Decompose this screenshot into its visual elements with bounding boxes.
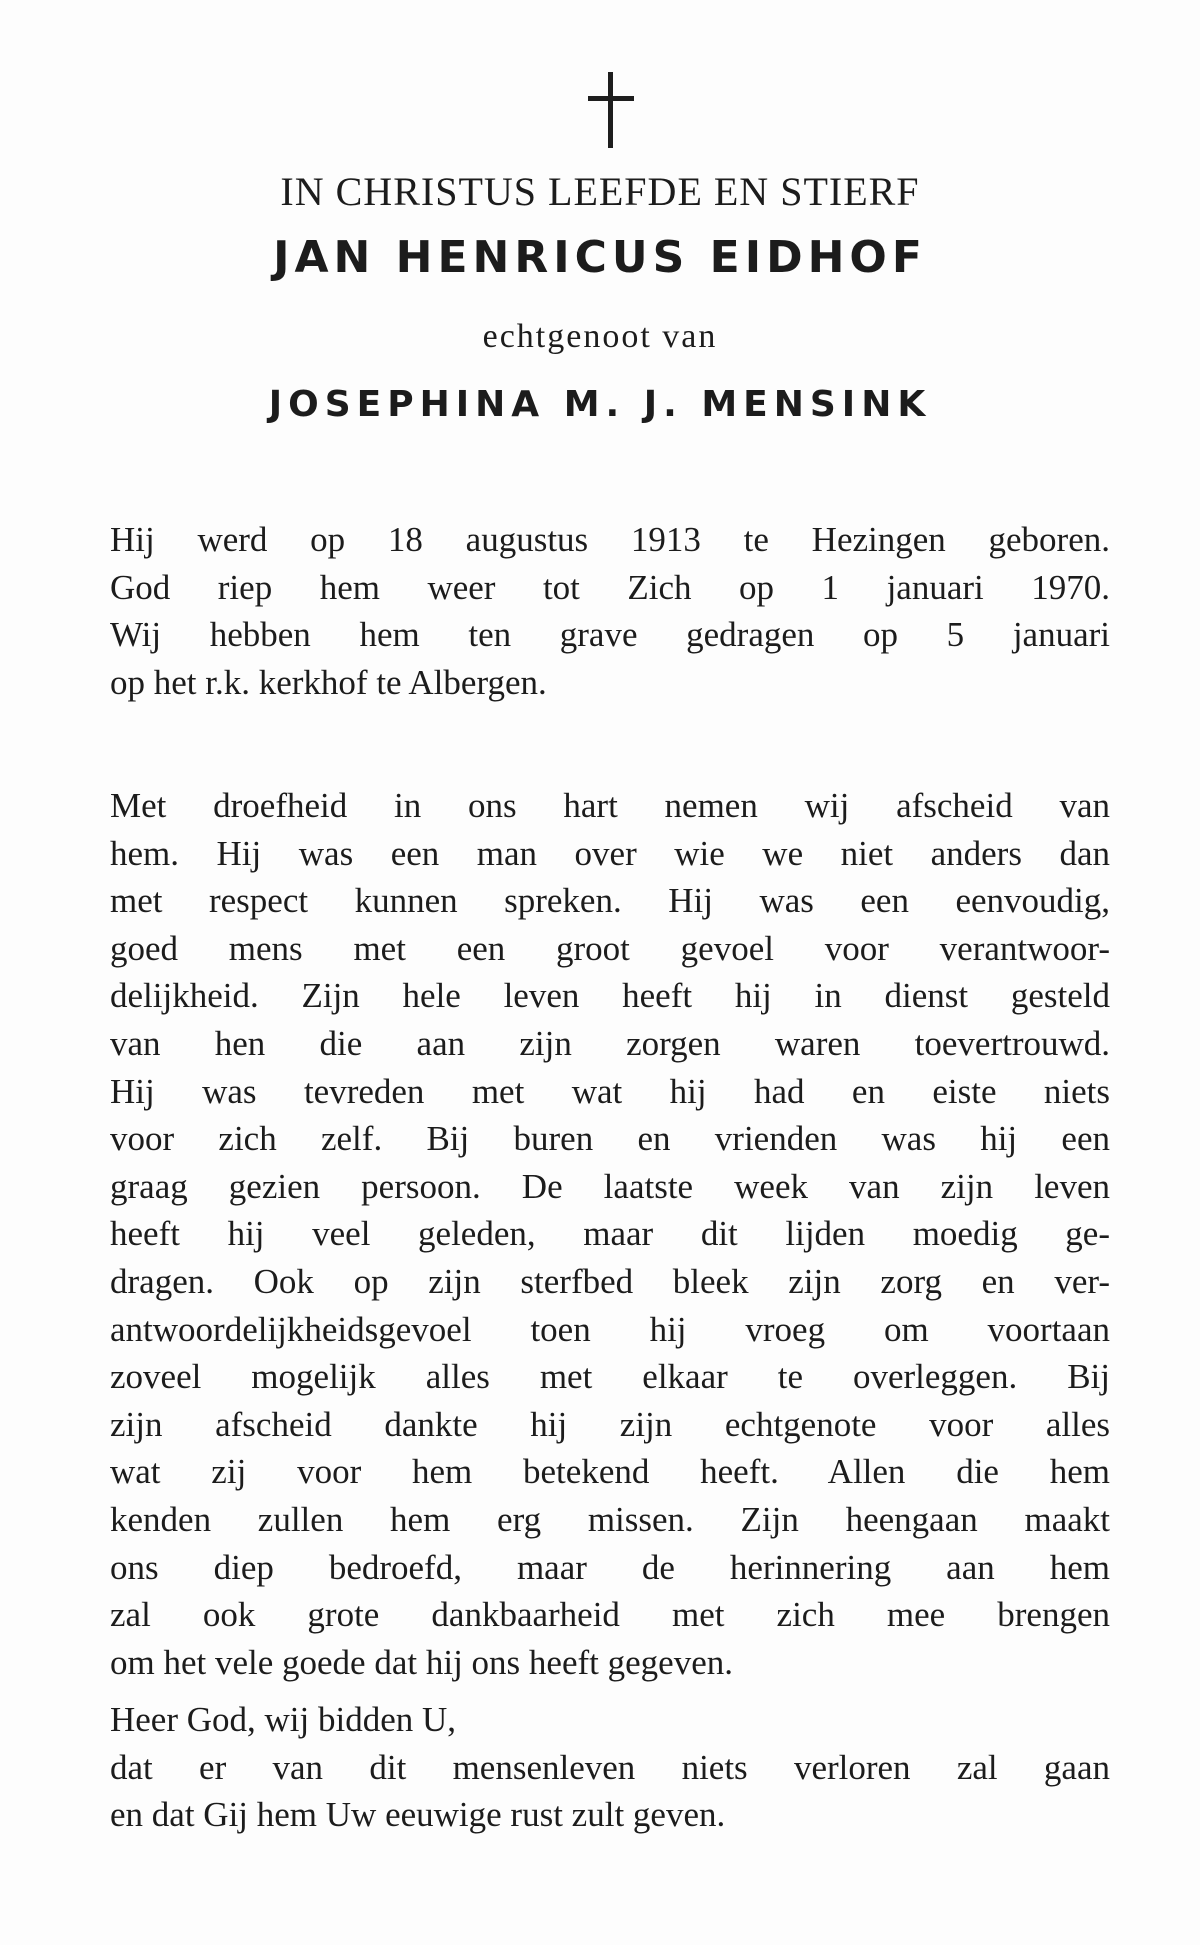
text-line: zoveel mogelijk alles met elkaar te overleggen. Bij xyxy=(110,1357,1110,1397)
tribute-paragraph xyxy=(110,782,1110,1686)
text-line: van hen die aan zijn zorgen waren toevertrouwd. xyxy=(110,1023,1110,1063)
text-line: op het r.k. kerkhof te Albergen. xyxy=(110,662,547,702)
text-line: heeft hij veel geleden, maar dit lijden moedig ge- xyxy=(110,1214,1110,1254)
text-line: dat er van dit mensenleven niets verloren zal gaan xyxy=(110,1747,1110,1787)
heading: IN CHRISTUS LEEFDE EN STIERF xyxy=(280,169,920,214)
text-line: om het vele goede dat hij ons heeft gegeven. xyxy=(110,1642,733,1682)
text-line: goed mens met een groot gevoel voor verantwoor- xyxy=(110,928,1110,968)
text-line: met respect kunnen spreken. Hij was een eenvoudig, xyxy=(110,881,1110,921)
text-line: zal ook grote dankbaarheid met zich mee brengen xyxy=(110,1595,1110,1635)
text-line: Wij hebben hem ten grave gedragen op 5 januari xyxy=(110,615,1110,655)
text-line: en dat Gij hem Uw eeuwige rust zult geven. xyxy=(110,1795,726,1835)
prayer-paragraph xyxy=(110,1696,1110,1839)
text-line: wat zij voor hem betekend heeft. Allen die hem xyxy=(110,1452,1110,1492)
text-line: hem. Hij was een man over wie we niet anders dan xyxy=(110,833,1110,873)
text-line: Heer God, wij bidden U, xyxy=(110,1700,457,1739)
intro-paragraph xyxy=(110,516,1110,706)
text-line: kenden zullen hem erg missen. Zijn heengaan maakt xyxy=(110,1499,1110,1539)
text-line: ons diep bedroefd, maar de herinnering aan hem xyxy=(110,1547,1110,1587)
text-line: God riep hem weer tot Zich op 1 januari 1970. xyxy=(110,567,1110,607)
text-line: graag gezien persoon. De laatste week van zijn leven xyxy=(110,1166,1110,1206)
text-line: zijn afscheid dankte hij zijn echtgenote voor alles xyxy=(110,1404,1110,1444)
text-line: antwoordelijkheidsgevoel toen hij vroeg om voortaan xyxy=(110,1309,1110,1349)
cross-icon xyxy=(588,72,634,148)
text-line: delijkheid. Zijn hele leven heeft hij in dienst gesteld xyxy=(110,976,1110,1016)
text-line: dragen. Ook op zijn sterfbed bleek zijn zorg en ver- xyxy=(110,1261,1110,1301)
text-line: Met droefheid in ons hart nemen wij afscheid van xyxy=(110,786,1110,825)
spouse-name: JOSEPHINA M. J. MENSINK xyxy=(268,384,932,425)
spouse-label: echtgenoot van xyxy=(482,318,718,355)
deceased-name: JAN HENRICUS EIDHOF xyxy=(273,232,927,283)
text-line: Hij werd op 18 augustus 1913 te Hezingen geboren. xyxy=(110,520,1110,559)
text-line: Hij was tevreden met wat hij had en eiste niets xyxy=(110,1071,1110,1111)
text-line: voor zich zelf. Bij buren en vrienden was hij een xyxy=(110,1119,1110,1159)
